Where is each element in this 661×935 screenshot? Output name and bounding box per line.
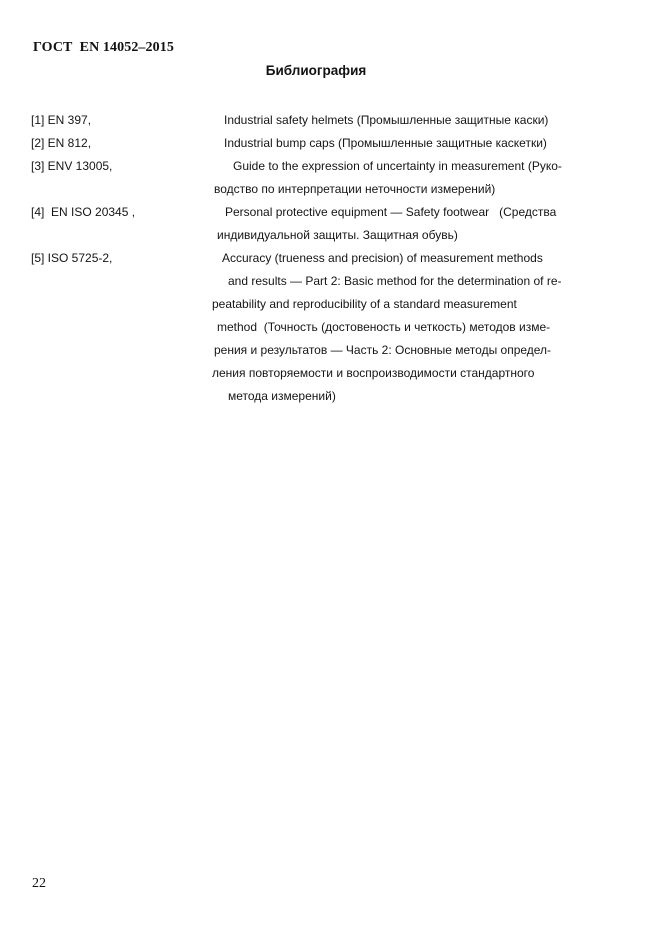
reference-text-line: and results — Part 2: Basic method for the determination of re- xyxy=(228,274,562,288)
reference-text-line: Guide to the expression of uncertainty in measurement (Руко- xyxy=(233,159,562,173)
reference-id-1: [1] EN 397, xyxy=(31,113,92,127)
reference-id-4: [4] EN ISO 20345 , xyxy=(31,205,136,219)
reference-text-line: method (Точность (достовеность и четкость) методов изме- xyxy=(217,320,551,334)
document-code-header: ГОСТ EN 14052–2015 xyxy=(33,40,174,55)
reference-text-line: Accuracy (trueness and precision) of measurement methods xyxy=(222,251,543,265)
reference-text-line: метода измерений) xyxy=(228,389,336,403)
reference-text-line: Industrial bump caps (Промышленные защитные каскетки) xyxy=(224,136,547,150)
reference-text-line: peatability and reproducibility of a standard measurement xyxy=(212,297,517,311)
reference-text-line: Personal protective equipment — Safety footwear (Средства xyxy=(225,205,557,219)
reference-text-line: ления повторяемости и воспроизводимости стандартного xyxy=(212,366,535,380)
reference-text-line: Industrial safety helmets (Промышленные защитные каски) xyxy=(224,113,549,127)
page-number: 22 xyxy=(32,876,46,891)
bibliography-title: Библиография xyxy=(265,63,367,78)
reference-id-3: [3] ENV 13005, xyxy=(31,159,113,173)
reference-text-line: рения и результатов — Часть 2: Основные методы определ- xyxy=(214,343,552,357)
reference-text-line: водство по интерпретации неточности измерений) xyxy=(214,182,496,196)
reference-id-5: [5] ISO 5725-2, xyxy=(31,251,113,265)
reference-text-line: индивидуальной защиты. Защитная обувь) xyxy=(217,228,458,242)
reference-id-2: [2] EN 812, xyxy=(31,136,92,150)
